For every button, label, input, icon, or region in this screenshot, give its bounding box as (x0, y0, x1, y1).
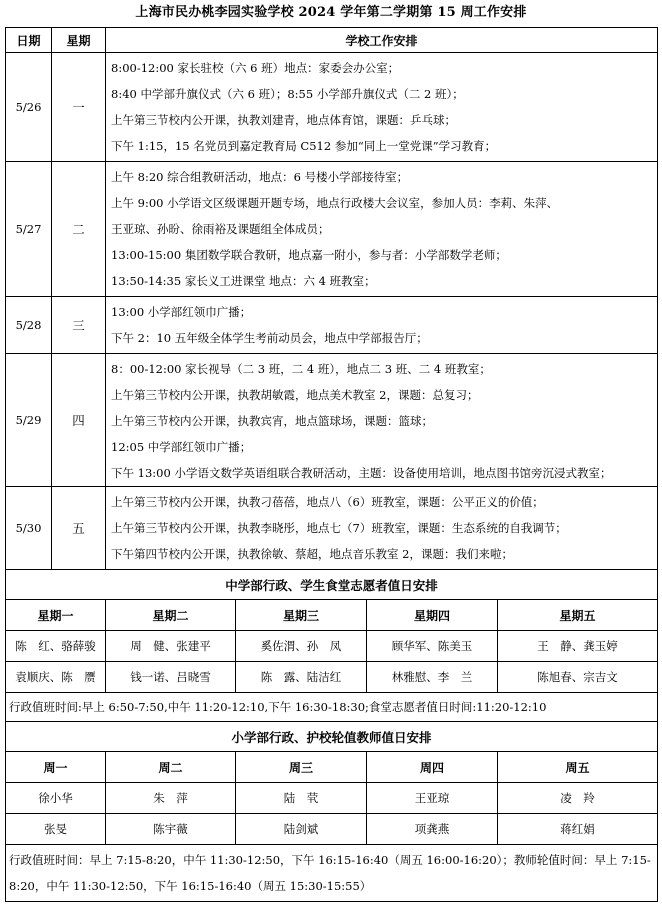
schedule-item: 8:00-12:00 家长驻校（六 6 班）地点：家委会办公室； (111, 61, 400, 75)
day-weekday: 一 (52, 53, 106, 162)
header-row (6, 28, 658, 53)
middle-duty-names: 奚佐渭、孙 凤 (236, 631, 367, 662)
schedule-item: 13:00-15:00 集团数学联合教研，地点嘉一附小，参与者：小学部数学老师； (111, 248, 507, 262)
day-row (6, 53, 658, 162)
primary-school-weekday-row (6, 752, 658, 783)
schedule-item: 13:00 小学部红领巾广播； (111, 305, 252, 319)
day-date: 5/28 (6, 297, 52, 354)
middle-school-heading-row (6, 570, 658, 600)
middle-duty-row (6, 662, 658, 693)
primary-duty-names: 凌 羚 (498, 783, 658, 814)
page-title: 上海市民办桃李园实验学校 2024 学年第二学期第 15 周工作安排 (135, 5, 527, 20)
day-weekday: 三 (52, 297, 106, 354)
middle-weekday: 星期五 (498, 600, 658, 631)
day-schedule (106, 53, 658, 162)
primary-school-heading-row (6, 722, 658, 752)
middle-duty-names: 钱一诺、吕晓雪 (106, 662, 236, 693)
day-row (6, 487, 658, 570)
middle-weekday: 星期二 (106, 600, 236, 631)
primary-school-note-row (6, 845, 658, 902)
day-schedule (106, 162, 658, 297)
primary-weekday: 周二 (106, 752, 236, 783)
primary-weekday: 周四 (367, 752, 498, 783)
schedule-item: 下午 1:15，15 名党员到嘉定教育局 C512 参加“同上一堂党课”学习教育； (111, 139, 497, 153)
primary-duty-row (6, 814, 658, 845)
primary-school-note: 行政值班时间：早上 7:15-8:20，中午 11:30-12:50，下午 16:15-16:40（周五 16:00-16:20）；教师轮值时间：早上 7:15-8:20，中午 11:30-12:50，下午 16:15-16:40（周五 15:30-15:55） (6, 845, 658, 902)
schedule-item: 下午 13:00 小学语文数学英语组联合教研活动，主题：设备使用培训，地点图书馆旁沉浸式教室； (111, 466, 612, 480)
middle-duty-names: 陈旭春、宗吉文 (498, 662, 658, 693)
primary-duty-names: 陆 茕 (236, 783, 367, 814)
day-row (6, 354, 658, 487)
primary-weekday: 周一 (6, 752, 106, 783)
schedule-item: 8：00-12:00 家长视导（二 3 班，二 4 班），地点二 3 班、二 4 班教室； (111, 362, 491, 376)
day-schedule (106, 487, 658, 570)
schedule-item: 下午 2：10 五年级全体学生考前动员会，地点中学部报告厅； (111, 331, 428, 345)
schedule-item: 上午第三节校内公开课，执教李晓彤，地点七（7）班教室，课题：生态系统的自我调节； (111, 521, 567, 535)
middle-duty-names: 周 健、张建平 (106, 631, 236, 662)
middle-school-note: 行政值班时间:早上 6:50-7:50,中午 11:20-12:10,下午 16:30-18:30;食堂志愿者值日时间:11:20-12:10 (6, 693, 658, 722)
middle-duty-names: 顾华军、陈美玉 (367, 631, 498, 662)
day-date: 5/30 (6, 487, 52, 570)
middle-weekday: 星期一 (6, 600, 106, 631)
middle-duty-names: 袁顺庆、陈 赝 (6, 662, 106, 693)
schedule-item: 下午第四节校内公开课，执教徐敏、蔡超，地点音乐教室 2，课题：我们来啦； (111, 547, 513, 561)
weekday-header: 星期 (52, 28, 106, 53)
middle-school-weekday-row (6, 600, 658, 631)
middle-duty-names: 王 静、龚玉婷 (498, 631, 658, 662)
day-row (6, 162, 658, 297)
day-row (6, 297, 658, 354)
day-date: 5/27 (6, 162, 52, 297)
schedule-item: 上午 8:20 综合组教研活动，地点：6 号楼小学部接待室； (111, 170, 409, 184)
middle-weekday: 星期四 (367, 600, 498, 631)
middle-duty-row (6, 631, 658, 662)
middle-duty-names: 陈 露、陆洁红 (236, 662, 367, 693)
middle-school-heading: 中学部行政、学生食堂志愿者值日安排 (6, 570, 658, 600)
primary-duty-names: 徐小华 (6, 783, 106, 814)
primary-duty-names: 陆剑斌 (236, 814, 367, 845)
middle-duty-names: 林雅慰、李 兰 (367, 662, 498, 693)
primary-duty-names: 陈宇薇 (106, 814, 236, 845)
primary-duty-names: 项龚燕 (367, 814, 498, 845)
schedule-item: 12:05 中学部红领巾广播； (111, 440, 252, 454)
middle-school-note-row (6, 693, 658, 722)
schedule-item: 8:40 中学部升旗仪式（六 6 班）；8:55 小学部升旗仪式（二 2 班）； (111, 87, 464, 101)
day-date: 5/26 (6, 53, 52, 162)
primary-duty-names: 张旻 (6, 814, 106, 845)
schedule-item: 13:50-14:35 家长义工进课堂 地点：六 4 班教室； (111, 274, 376, 288)
schedule-table (5, 27, 658, 902)
middle-duty-names: 陈 红、骆薛骏 (6, 631, 106, 662)
primary-duty-names: 朱 萍 (106, 783, 236, 814)
primary-school-heading: 小学部行政、护校轮值教师值日安排 (6, 722, 658, 752)
schedule-item: 上午第三节校内公开课，执教胡敏霞，地点美术教室 2，课题：总复习； (111, 388, 479, 402)
schedule-item: 王亚琼、孙昐、徐雨裕及课题组全体成员； (111, 222, 330, 236)
date-header: 日期 (6, 28, 52, 53)
day-weekday: 五 (52, 487, 106, 570)
primary-duty-row (6, 783, 658, 814)
schedule-item: 上午 9:00 小学语文区级课题开题专场，地点行政楼大会议室，参加人员：李莉、朱萍、 (111, 196, 559, 210)
schedule-header: 学校工作安排 (106, 28, 658, 53)
primary-weekday: 周五 (498, 752, 658, 783)
primary-weekday: 周三 (236, 752, 367, 783)
middle-weekday: 星期三 (236, 600, 367, 631)
day-weekday: 四 (52, 354, 106, 487)
day-schedule (106, 297, 658, 354)
day-schedule (106, 354, 658, 487)
primary-duty-names: 王亚琼 (367, 783, 498, 814)
schedule-item: 上午第三节校内公开课，执教刁蓓蓓，地点八（6）班教室，课题：公平正义的价值； (111, 495, 544, 509)
schedule-item: 上午第三节校内公开课，执教宾宵，地点篮球场，课题：篮球； (111, 414, 433, 428)
primary-duty-names: 蒋红娟 (498, 814, 658, 845)
schedule-item: 上午第三节校内公开课，执教刘建青，地点体育馆，课题：乒乓球； (111, 113, 456, 127)
day-weekday: 二 (52, 162, 106, 297)
day-date: 5/29 (6, 354, 52, 487)
